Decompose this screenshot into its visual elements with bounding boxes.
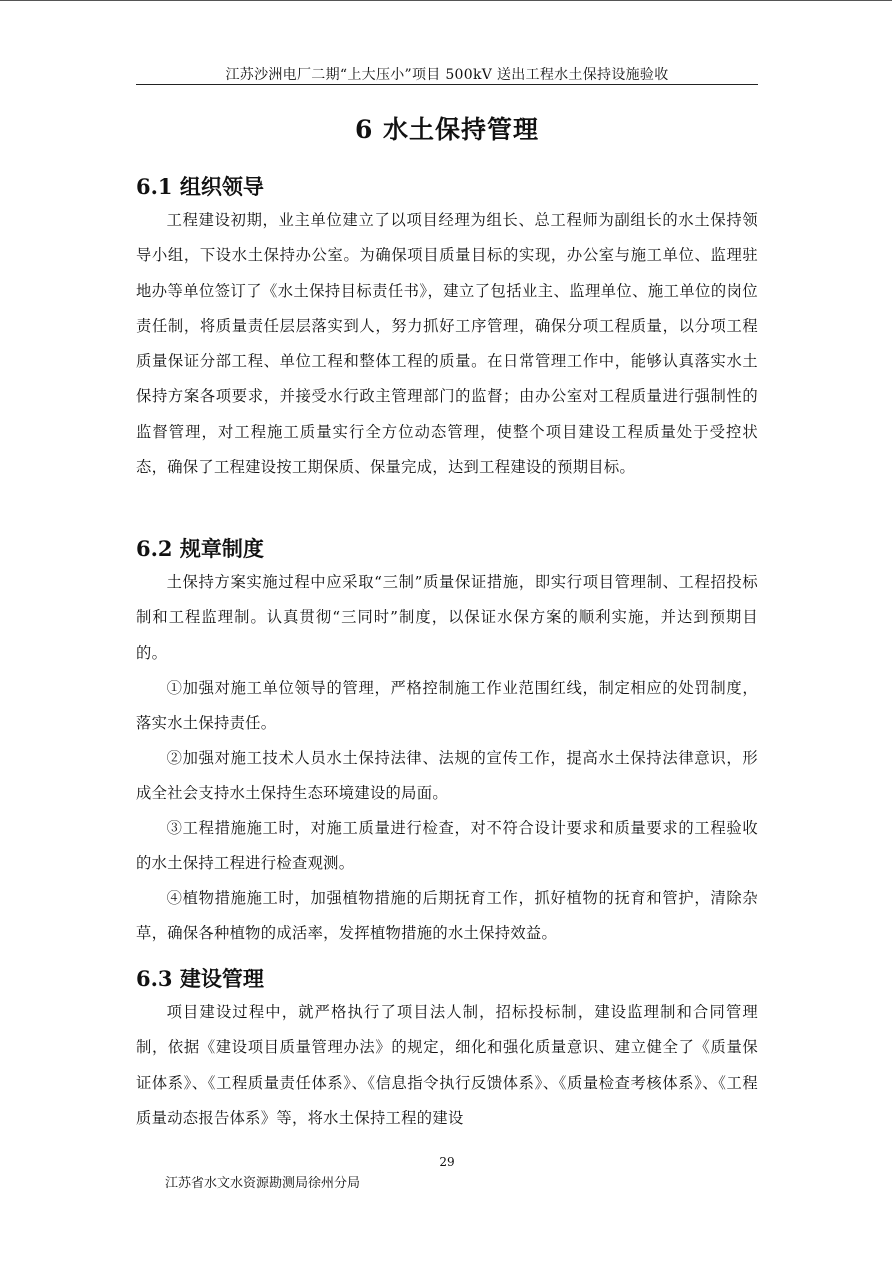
section-heading-6-3: 6.3 建设管理 [136,966,264,991]
paragraph-6-2-item-2: ②加强对施工技术人员水土保持法律、法规的宣传工作，提高水土保持法律意识，形成全社会支持水土保持生态环境建设的局面。 [136,749,758,803]
chapter-title: 6 水土保持管理 [354,115,540,144]
paragraph-6-1: 工程建设初期，业主单位建立了以项目经理为组长、总工程师为副组长的水土保持领导小组，下设水土保持办公室。为确保项目质量目标的实现，办公室与施工单位、监理驻地办等单位签订了《水土保持目标责任书》，建立了包括业主、监理单位、施工单位的岗位责任制，将质量责任层层落实到人，努力抓好工序管理，确保分项工程质量，以分项工程质量保证分部工程、单位工程和整体工程的质量。在日常管理工作中，能够认真落实水土保持方案各项要求，并接受水行政主管理部门的监督；由办公室对工程质量进行强制性的监督管理，对工程施工质量实行全方位动态管理，使整个项目建设工程质量处于受控状态，确保了工程建设按工期保质、保量完成，达到工程建设的预期目标。 [136,211,758,477]
paragraph-6-2-intro: 土保持方案实施过程中应采取“三制”质量保证措施，即实行项目管理制、工程招投标制和工程监理制。认真贯彻“三同时”制度，以保证水保方案的顺利实施，并达到预期目的。 [136,573,758,662]
page-number: 29 [439,1155,455,1169]
paragraph-6-3: 项目建设过程中，就严格执行了项目法人制，招标投标制，建设监理制和合同管理制，依据《建设项目质量管理办法》的规定，细化和强化质量意识、建立健全了《质量保证体系》、《工程质量责任体系》、《信息指令执行反馈体系》、《质量检查考核体系》、《工程质量动态报告体系》等，将水土保持工程的建设 [136,1003,758,1127]
section-heading-6-2: 6.2 规章制度 [136,536,264,561]
paragraph-6-2-item-1: ①加强对施工单位领导的管理，严格控制施工作业范围红线，制定相应的处罚制度，落实水土保持责任。 [136,679,758,733]
footer-organization: 江苏省水文水资源勘测局徐州分局 [165,1176,361,1191]
running-header: 江苏沙洲电厂二期“上大压小”项目 500kV 送出工程水土保持设施验收 [225,67,669,83]
paragraph-6-2-item-3: ③工程措施施工时，对施工质量进行检查，对不符合设计要求和质量要求的工程验收的水土保持工程进行检查观测。 [136,819,758,873]
section-heading-6-1: 6.1 组织领导 [136,174,264,199]
header-rule [136,84,758,85]
paragraph-6-2-item-4: ④植物措施施工时，加强植物措施的后期抚育工作，抓好植物的抚育和管护，清除杂草，确保各种植物的成活率，发挥植物措施的水土保持效益。 [136,889,758,943]
